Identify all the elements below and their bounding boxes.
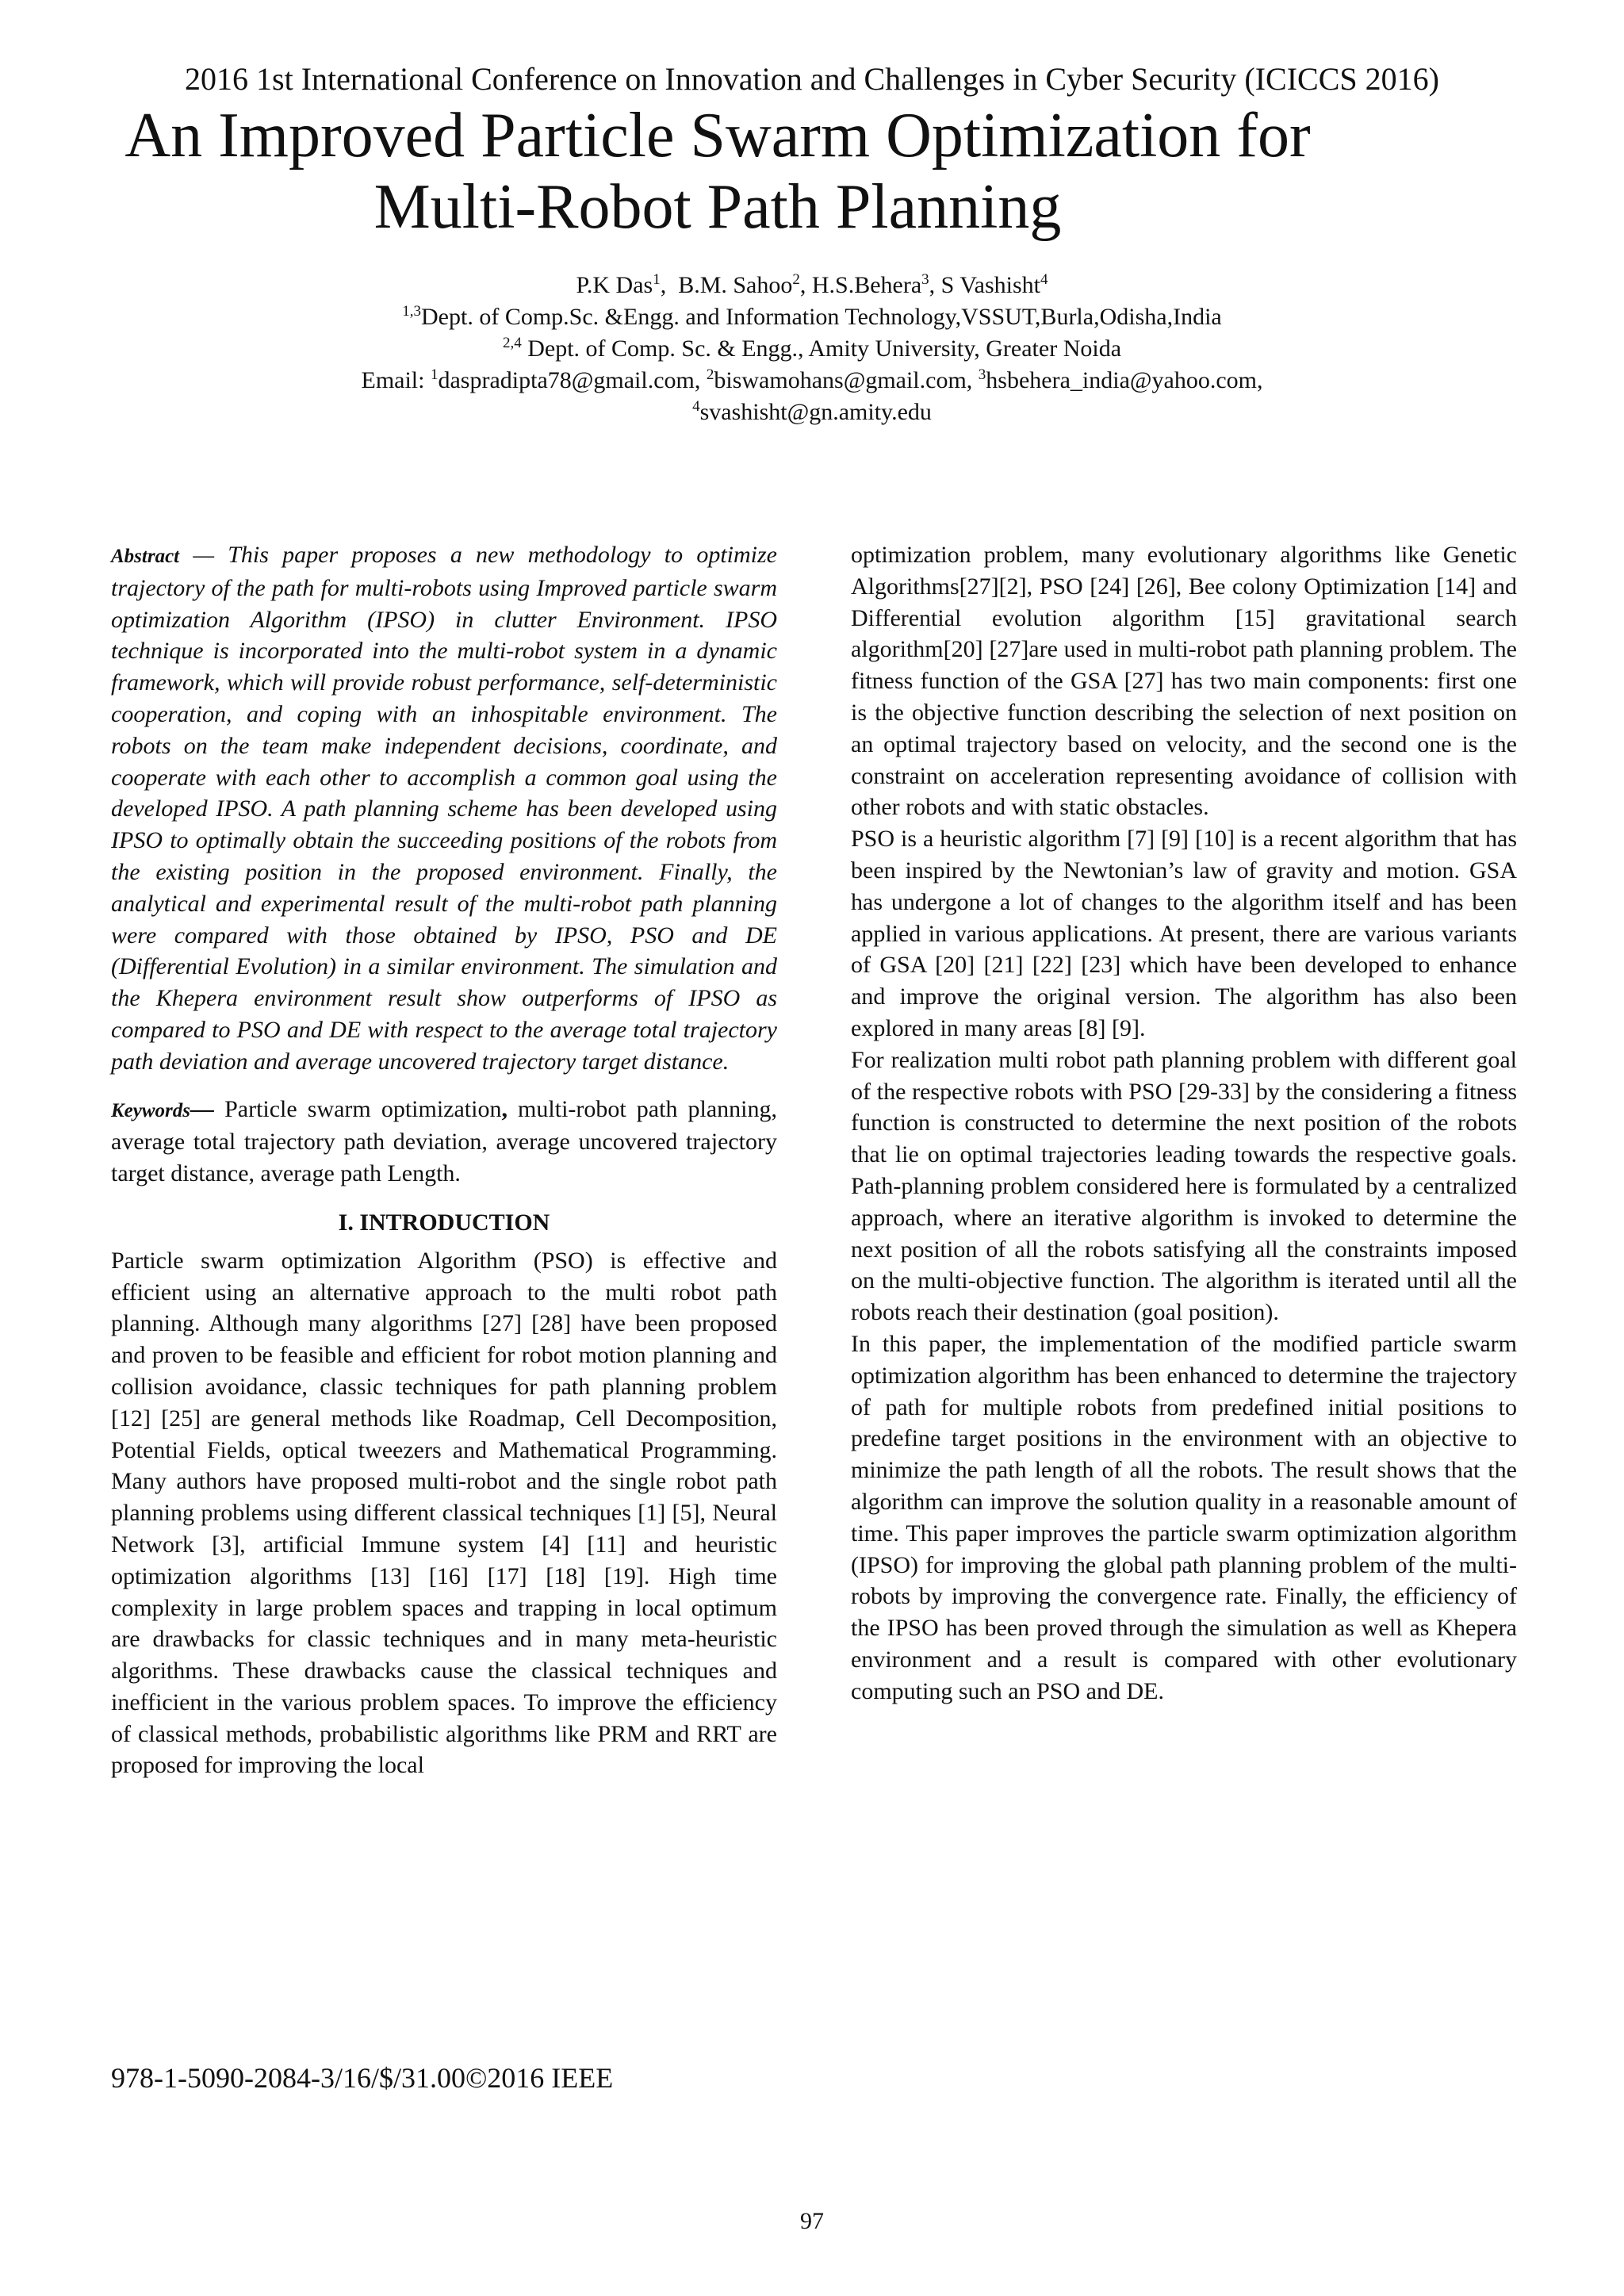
section-heading-introduction: I. INTRODUCTION — [338, 1209, 550, 1236]
keywords-comma: , — [501, 1095, 508, 1122]
author-block — [0, 270, 1624, 428]
conference-header: 2016 1st International Conference on Innovation and Challenges in Cyber Security (ICICCS 2016) — [185, 61, 1439, 97]
email-2-sup: 2 — [706, 366, 714, 383]
keywords-text-1: Particle swarm optimization — [224, 1095, 502, 1122]
email-3: hsbehera_india@yahoo.com, — [986, 367, 1263, 393]
email-1: daspradipta78@gmail.com, — [438, 367, 707, 393]
email-2: biswamohans@gmail.com, — [714, 367, 979, 393]
title-line-1: An Improved Particle Swarm Optimization for — [124, 101, 1311, 171]
author-1-sup: 1 — [653, 271, 661, 288]
intro-paragraph-1-continued: optimization problem, many evolutionary algorithms like Genetic Algorithms[27][2], PSO [24] [26], Bee colony Optimization [14] and Differential evolution algorithm [15] gravitational search algorithm[20] [27]are used in multi-robot path planning problem. The fitness function of the GSA [27] has two main components: first one is the objective function describing the selection of next position on an optimal trajectory based on velocity, and the second one is the constraint on acceleration representing avoidance of collision with other robots and with static obstacles. — [851, 542, 1517, 821]
keywords-dash: — — [190, 1095, 225, 1122]
author-4: S Vashisht — [940, 272, 1040, 298]
author-2-sup: 2 — [792, 271, 800, 288]
email-3-sup: 3 — [978, 366, 986, 383]
affiliation-1-text: Dept. of Comp.Sc. &Engg. and Information Technology,VSSUT,Burla,Odisha,India — [421, 304, 1222, 330]
email-label: Email: — [361, 367, 431, 393]
email-1-sup: 1 — [430, 366, 439, 383]
keywords — [111, 1094, 777, 1190]
title-line-2: Multi-Robot Path Planning — [373, 172, 1062, 242]
author-3-sup: 3 — [921, 271, 929, 288]
author-3: H.S.Behera — [811, 272, 922, 298]
author-4-sup: 4 — [1040, 271, 1048, 288]
intro-paragraph-3: For realization multi robot path planning problem with different goal of the respective robots with PSO [29-33] by the considering a fitness function is constructed to determine the next position of the robots that lie on optimal trajectories leading towards the respective goals. Path-planning problem considered here is formulated by a centralized approach, where an iterative algorithm is invoked to determine the next position of all the robots satisfying all the constraints imposed on the multi-objective function. The algorithm is iterated until all the robots reach their destination (goal position). — [851, 1046, 1517, 1326]
email-line-2 — [0, 397, 1624, 428]
intro-paragraph-1: Particle swarm optimization Algorithm (PSO) is effective and efficient using an alternative approach to the multi robot path planning. Although many algorithms [27] [28] have been proposed and proven to be feasible and efficient for robot motion planning and collision avoidance, classic techniques for path planning problem [12] [25] are general methods like Roadmap, Cell Decomposition, Potential Fields, optical tweezers and Mathematical Programming. Many authors have proposed multi-robot and the single robot path planning problems using different classical techniques [1] [5], Neural Network [3], artificial Immune system [4] [11] and heuristic optimization algorithms [13] [16] [17] [18] [19]. High time complexity in large problem spaces and trapping in local optimum are drawbacks for classic techniques and in many meta-heuristic algorithms. These drawbacks cause the classical techniques and inefficient in the various problem spaces. To improve the efficiency of classical methods, probabilistic algorithms like PRM and RRT are proposed for improving the local — [111, 1247, 777, 1779]
copyright-footer: 978-1-5090-2084-3/16/$/31.00©2016 IEEE — [111, 2062, 614, 2094]
right-column — [851, 539, 1517, 1707]
affiliation-1-sup: 1,3 — [402, 303, 422, 320]
email-4-sup: 4 — [692, 398, 700, 415]
abstract-text: This paper proposes a new methodology to optimize trajectory of the path for multi-robots using Improved particle swarm optimization Algorithm (IPSO) in clutter Environment. IPSO technique is incorporated into the multi-robot system in a dynamic framework, which will provide robust performance, self-deterministic cooperation, and coping with an inhospitable environment. The robots on the team make independent decisions, coordinate, and cooperate with each other to accomplish a common goal using the developed IPSO. A path planning scheme has been developed using IPSO to optimally obtain the succeeding positions of the robots from the existing position in the proposed environment. Finally, the analytical and experimental result of the multi-robot path planning were compared with those obtained by IPSO, PSO and DE (Differential Evolution) in a similar environment. The simulation and the Khepera environment result show outperforms of IPSO as compared to PSO and DE with respect to the average total trajectory path deviation and average uncovered trajectory target distance. — [111, 542, 777, 1075]
abstract-label: Abstract — [111, 546, 180, 567]
keywords-label: Keywords — [111, 1099, 190, 1121]
author-2: B.M. Sahoo — [678, 272, 793, 298]
affiliation-1 — [0, 301, 1624, 333]
intro-paragraph-2: PSO is a heuristic algorithm [7] [9] [10] is a recent algorithm that has been inspired by the Newtonian’s law of gravity and motion. GSA has undergone a lot of changes to the algorithm itself and has been applied in various applications. At present, there are various variants of GSA [20] [21] [22] [23] which have been developed to enhance and improve the original version. The algorithm has also been explored in many areas [8] [9]. — [851, 826, 1517, 1041]
affiliation-2 — [0, 333, 1624, 365]
abstract — [111, 539, 777, 1078]
paper-title — [79, 100, 1356, 243]
abstract-dash: — — [179, 542, 228, 568]
intro-paragraph-4: In this paper, the implementation of the modified particle swarm optimization algorithm has been enhanced to determine the trajectory of path for multiple robots from predefined initial positions to predefine target positions in the environment with an objective to minimize the path length of all the robots. The result shows that the algorithm can improve the solution quality in a reasonable amount of time. This paper improves the particle swarm optimization algorithm (IPSO) for improving the global path planning problem of the multi-robots by improving the convergence rate. Finally, the efficiency of the IPSO has been proved through the simulation as well as Khepera environment and a result is compared with other evolutionary computing such an PSO and DE. — [851, 1330, 1517, 1704]
page-number: 97 — [800, 2208, 824, 2234]
keywords-text-2: multi-robot path planning, average total trajectory path deviation, average uncovered trajectory target distance, average path Length. — [111, 1095, 778, 1187]
author-names: P.K Das$^1$, B.M. Sahoo$^2$, H.S.Behera$^3$, S Vashisht$^4$ — [576, 271, 1048, 298]
author-1: P.K Das — [576, 272, 653, 298]
affiliation-2-text: Dept. of Comp. Sc. & Engg., Amity University, Greater Noida — [521, 335, 1122, 362]
email-4: svashisht@gn.amity.edu — [699, 399, 932, 425]
affiliation-2-sup: 2,4 — [502, 335, 522, 351]
email-line — [0, 365, 1624, 397]
left-column — [111, 539, 777, 1781]
